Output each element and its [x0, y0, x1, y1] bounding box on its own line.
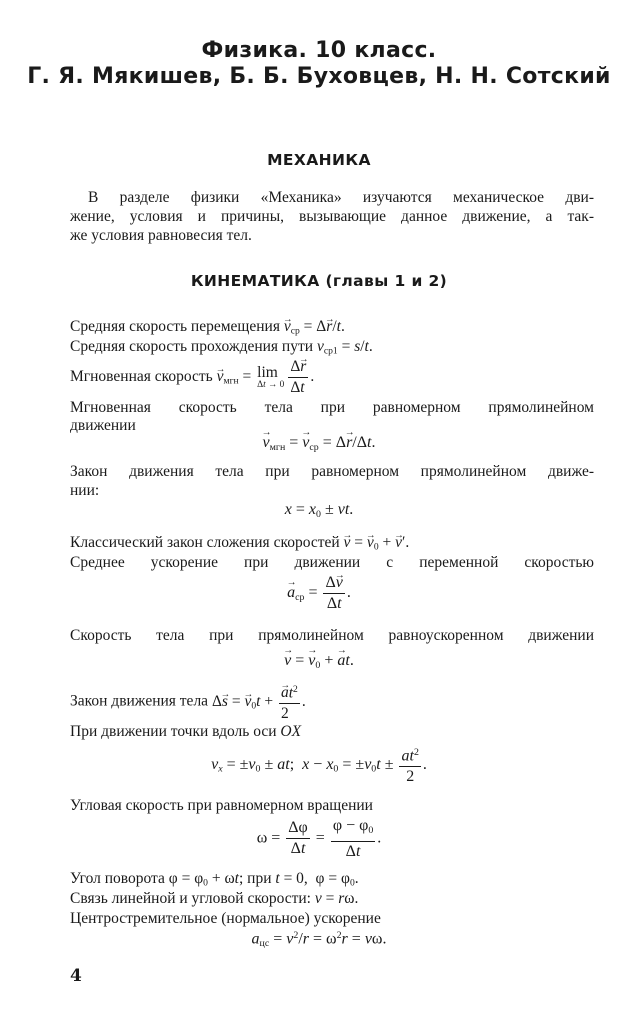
rotation-angle-text: Угол поворота [70, 870, 165, 887]
accel-law-text: Закон движения тела [70, 692, 209, 710]
rotation-at-text: при [247, 870, 272, 887]
rotation-at-formula: t = 0, $\varphi = \varphi_0$. [275, 870, 359, 889]
law-line-2: нии: [70, 482, 100, 499]
section-heading: МЕХАНИКА [267, 151, 371, 169]
book-title: Физика. 10 класс. [201, 38, 437, 63]
avg-velocity-formula: → $v_{ср} = \Delta\to r/t$. [284, 318, 345, 335]
avg-velocity-text: Средняя скорость перемещения [70, 318, 280, 335]
law-formula: $x = x_0$ ± vt. [284, 501, 354, 520]
instant-velocity-formula: → $v_{мгн}$ = lim Δt → 0 $\frac{\Delta\to r}{\Delta t}$ . [217, 368, 315, 385]
accel-law-formula: Δ→ s = → $v_0t$ + → $\frac{at^2}{2}$ . [212, 693, 306, 710]
law-line-1: Закон движения тела при равномерном прямолинейном движе- [70, 463, 594, 480]
intro-line-1: В разделе физики «Механика» изучаются механическое дви- [88, 189, 594, 206]
uniform-line-2: движении [70, 417, 136, 434]
axis-text: При движении точки вдоль оси [70, 723, 277, 740]
avg-accel-text: Среднее ускорение при движении с переменной скоростью [70, 554, 594, 571]
classic-add-formula: → v = → $v_0$ + → v′. [344, 534, 410, 551]
avg-accel-formula: → $a_{ср}$ = $\frac{\Delta\to v}{\Delta t}$ . [0, 574, 638, 613]
accel-velocity-text: Скорость тела при прямолинейном равноускоренном движении [70, 627, 594, 644]
intro-line-3: же условия равновесия тел. [70, 227, 252, 244]
axis-line [70, 722, 594, 741]
axis-name: OX [280, 723, 302, 740]
rotation-angle-formula: $\varphi = \varphi_0 + \omega t$; [168, 870, 244, 889]
uniform-line-1: Мгновенная скорость тела при равномерном прямолинейном [70, 399, 594, 416]
accel-law-line [70, 681, 594, 726]
angular-velocity-text: Угловая скорость при равномерном вращении [70, 797, 373, 814]
centripetal-text: Центростремительное (нормальное) ускорение [70, 910, 381, 927]
classic-add-text: Классический закон сложения скоростей [70, 534, 340, 551]
avg-speed-text: Средняя скорость прохождения пути [70, 338, 314, 355]
axis-formula: vx = $\pm v_0$ ± at; $x - x_0 = \pm v_0t$ ± $\frac{at^2}{2}$ . [0, 744, 638, 786]
instant-velocity-line [70, 358, 594, 397]
link-speeds-formula: v = rω. [314, 890, 359, 907]
uniform-formula: → $v_{мгн}$ = → $v_{ср} = \Delta\to r/\Delta t$. [0, 434, 638, 453]
link-speeds-text: Связь линейной и угловой скорости: [70, 890, 311, 907]
centripetal-formula: $a_{цс} = v^2/r = \omega^2r = v\omega$. [251, 930, 387, 950]
intro-line-2: жение, условия и причины, вызывающие данное движение, а так- [70, 208, 594, 225]
avg-speed-formula: $v_{ср1} = s/t$. [316, 338, 373, 357]
link-speeds-line [70, 889, 594, 908]
subsection-heading: КИНЕМАТИКА (главы 1 и 2) [190, 272, 448, 290]
instant-velocity-text: Мгновенная скорость [70, 368, 213, 386]
book-authors: Г. Я. Мякишев, Б. Б. Буховцев, Н. Н. Сотский [27, 64, 611, 89]
angular-velocity-formula: ω = $\frac{\Delta\varphi}{\Delta t}$ = $\frac{\varphi - \varphi_0}{\Delta t}$ . [256, 817, 382, 860]
page-number: 4 [70, 966, 82, 986]
accel-velocity-formula: → v = → $v_0$ + → at. [0, 652, 638, 671]
